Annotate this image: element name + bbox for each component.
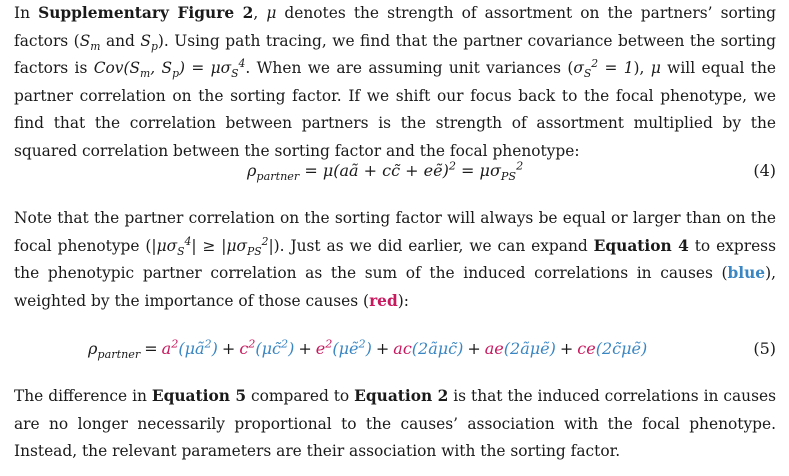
text-run: The difference in [14,387,152,405]
equation-4-body: $\rho_{partner}$ = μ(aã + cc̃ + eẽ)$^2$ = $\mu\sigma_{PS}^2$ [247,159,524,184]
text-run: ): [397,291,409,310]
eq5-term-6: ce(2c̃μẽ) [577,339,648,358]
eq5-term-2: $c^2(\mu c̃^2)$ [239,337,295,358]
text-run: ), weighted by the importance of those causes ( [14,264,776,310]
red-label: red [369,291,398,310]
text-run: will equal the partner correlation on the sorting factor. If we shift our focus back to the focal phenotype, we find that the correlation between partners is the strength of assortment multiplied by the squared correlation between the sorting factor and the focal phenotype: [14,59,777,160]
text-run: In [14,4,39,22]
eq5-term-3: $e^2(\mu ẽ^2)$ [315,337,372,358]
text-run: Note that the partner correlation on the sorting factor will always be equal or larger than on the focal phenotype ( [14,209,776,255]
text-run: ). Just as we did earlier, we can expand [273,236,594,255]
inequality-expression: $|\mu\sigma_S^4| \ge |\mu\sigma_{PS}^2|$ [151,234,274,258]
text-run: to express the phenotypic partner correlation as the sum of the induced correlations in causes ( [14,236,776,283]
unit-variance-expression: $\sigma_S^2 = 1$ [573,57,634,81]
sp-symbol: $S_p$ [140,31,158,53]
mu-symbol: μ [650,59,661,78]
paragraph-1 [14,0,776,166]
paragraph-2 [14,205,776,315]
equation-4-number: (4) [753,161,776,180]
text-run: is that the induced correlations in causes are no longer necessarily proportional to the causes’ association with the focal phenotype. Instead, the relevant parameters are their association with the sorting factor. [14,387,776,461]
text-run: compared to [246,387,355,405]
blue-label: blue [727,264,766,283]
paragraph-3 [14,383,776,466]
text-run: ), [633,59,651,78]
text-run: ). Using path tracing, we find that the partner covariance between the sorting factors is [14,31,776,78]
mu-symbol: μ [266,4,277,22]
equation-4 [14,156,776,186]
eq5-term-4: ac(2ãμc̃) [393,339,464,358]
text-run: . When we are assuming unit variances ( [245,59,574,78]
eq5-term-1: $a^2(\mu ã^2)$ [161,337,218,358]
eq5-term-5: ae(2ãμẽ) [484,339,556,358]
figure-reference: Supplementary Figure 2 [38,4,254,22]
equation-reference: Equation 4 [593,236,689,255]
equation-5 [14,334,776,364]
sm-symbol: $S_m$ [79,31,101,53]
cov-expression: $Cov(S_m$, $S_p$) = [93,59,205,81]
equation-reference: Equation 5 [151,387,247,405]
equation-5-body: $\rho_{partner}$ = $a^2(\mu ã^2)$ + $c^2(\mu c̃^2)$ + $e^2(\mu ẽ^2)$ + ac(2ãμc̃) + ae(2ãμẽ) + ce(2c̃μẽ) [88,337,648,362]
text-run: and [100,31,141,50]
text-run: , [253,4,267,22]
mu-sigma-expression: $\mu\sigma_S^4$ [210,57,246,81]
equation-reference: Equation 2 [354,387,449,405]
text-run: denotes the strength of assortment on the partners’ sorting factors ( [14,4,776,50]
equation-5-number: (5) [753,339,776,358]
